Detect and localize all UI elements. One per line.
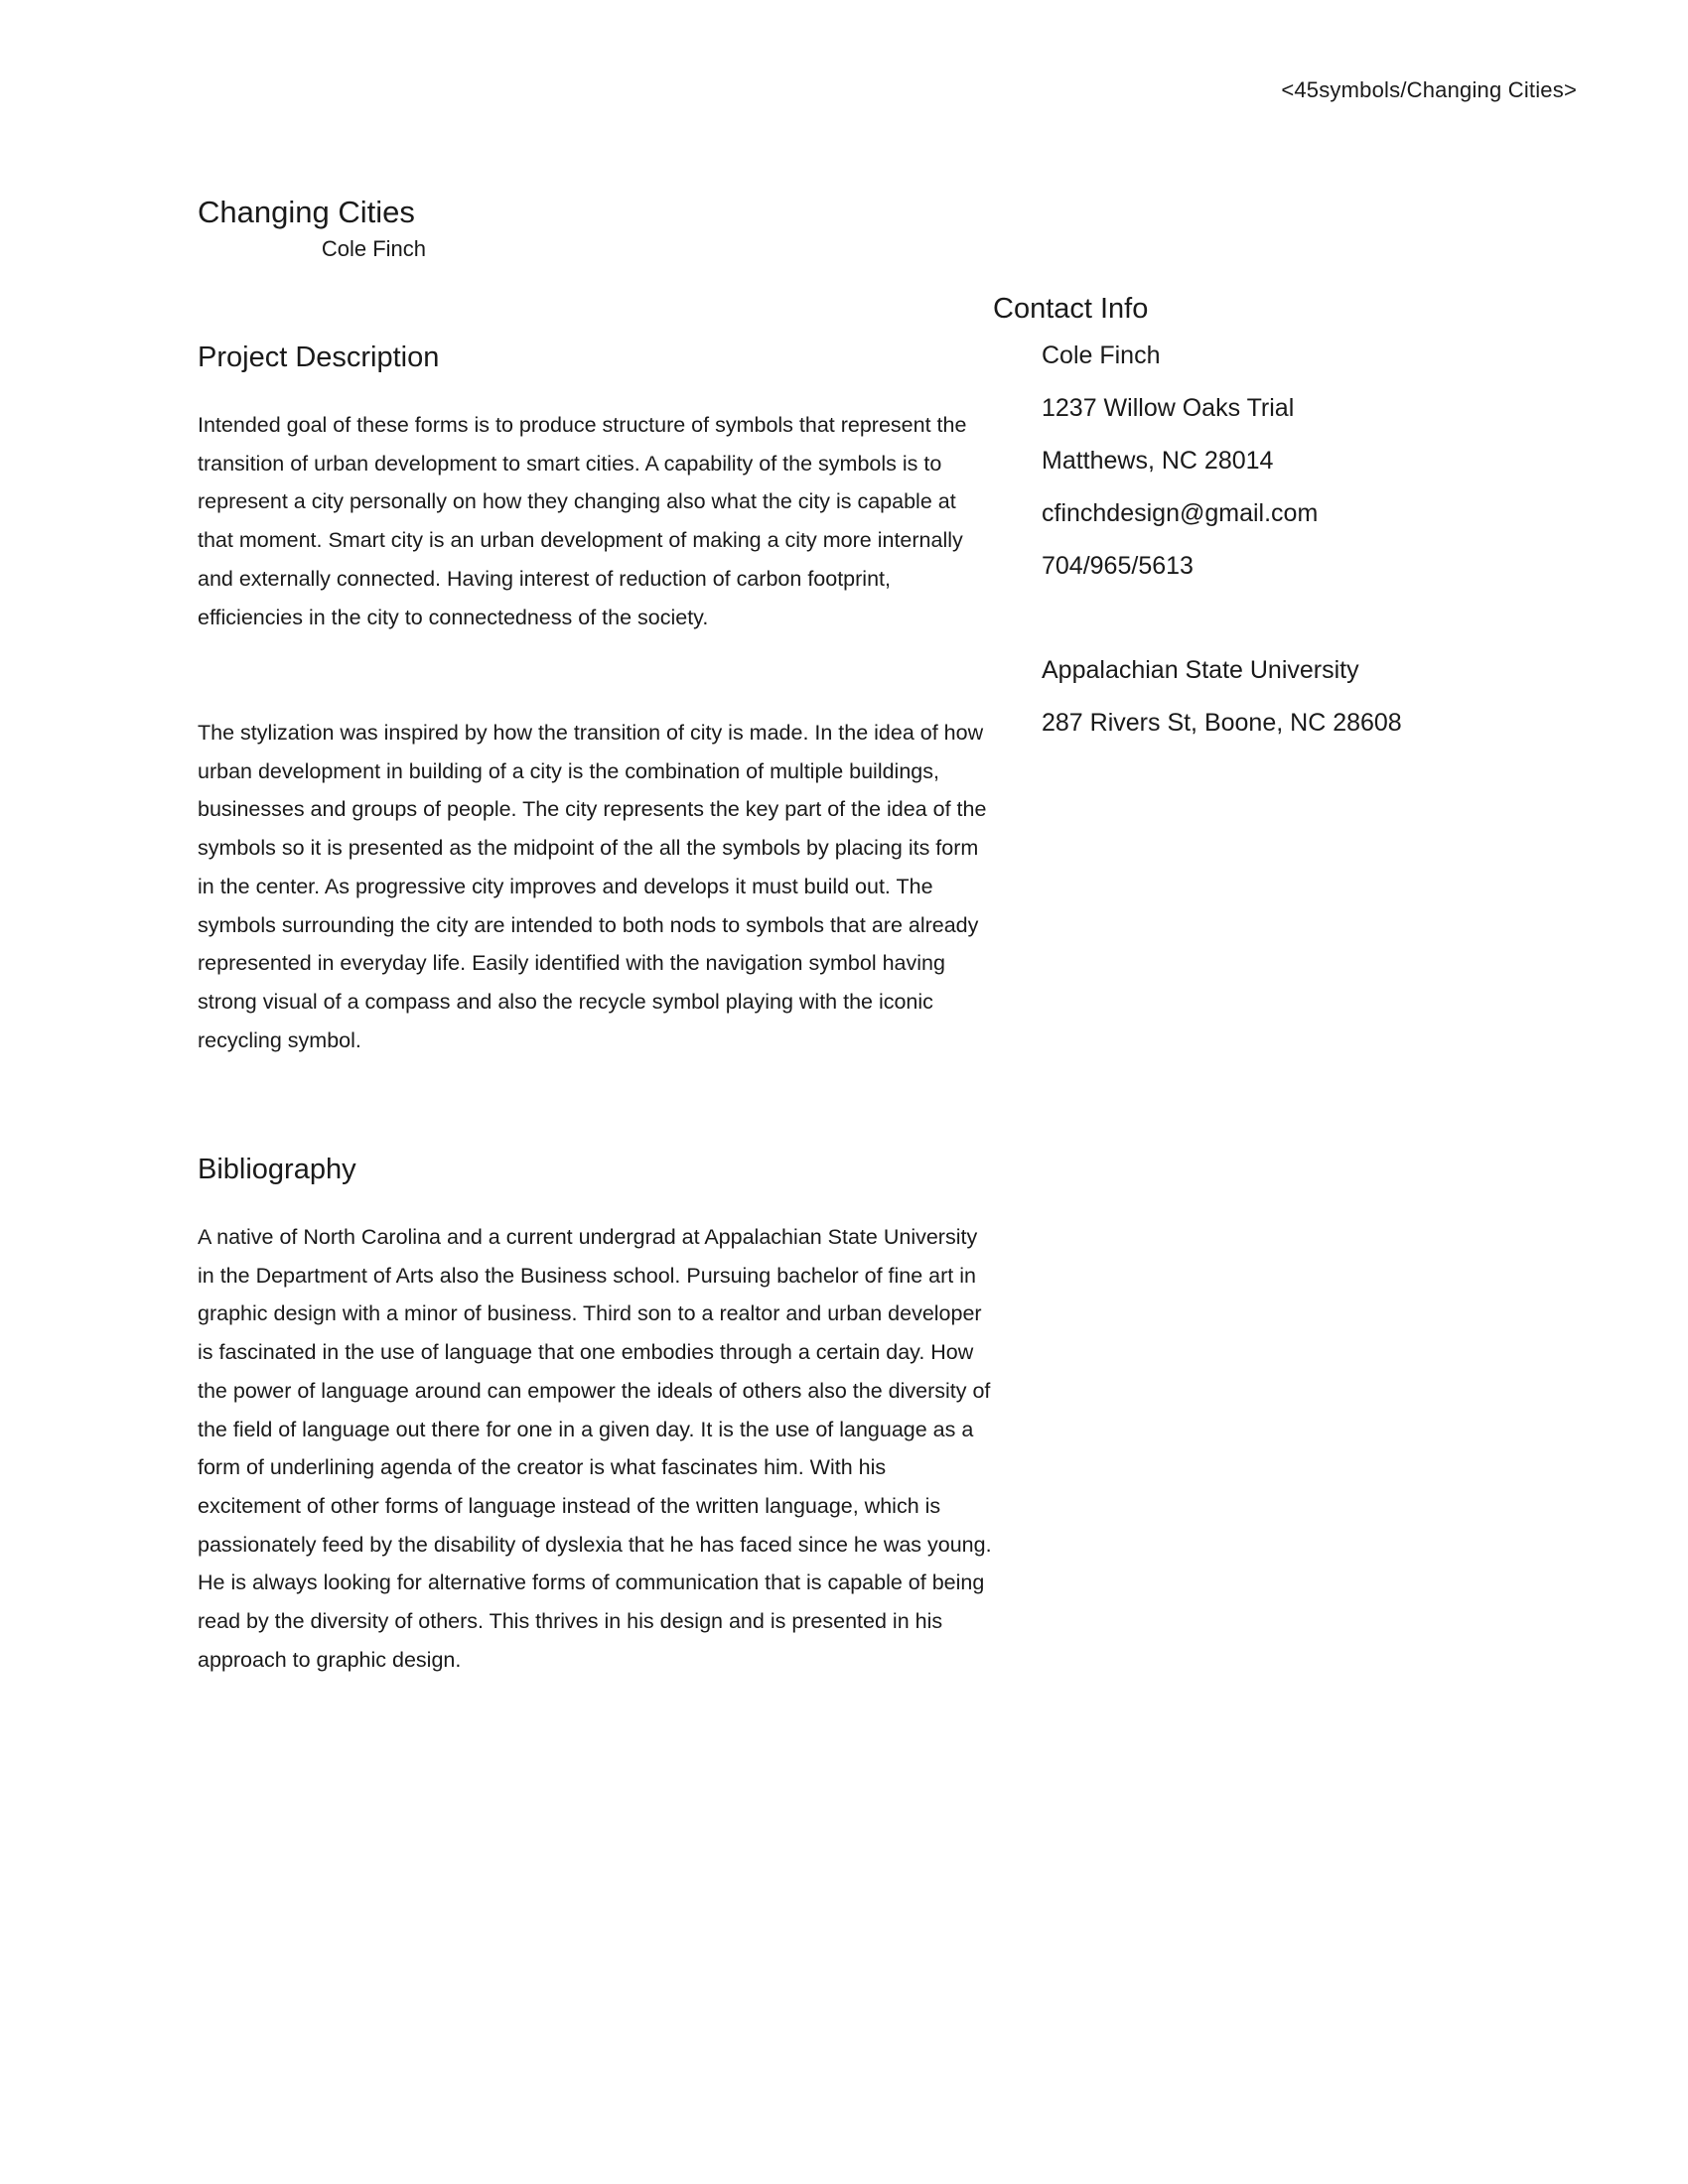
contact-name: Cole Finch — [1042, 341, 1161, 369]
contact-email[interactable]: cfinchdesign@gmail.com — [1042, 499, 1319, 527]
contact-school: Appalachian State University — [1042, 656, 1359, 684]
bibliography-heading: Bibliography — [198, 1154, 356, 1185]
project-description-paragraph-1: Intended goal of these forms is to produce structure of symbols that represent the transition of urban development to smart cities. A capability of the symbols is to represent a city personally on how they changing also what the city is capable at that moment. Smart city is an urban development of making a city more internally and externally connected. Having interest of reduction of carbon footprint, efficiencies in the city to connectedness of the society. — [198, 413, 967, 629]
contact-street: 1237 Willow Oaks Trial — [1042, 394, 1295, 422]
project-description-paragraph-2: The stylization was inspired by how the transition of city is made. In the idea of how urban development in building of a city is the combination of multiple buildings, businesses and groups of people. The city represents the key part of the idea of the symbols so it is presented as the midpoint of the all the symbols by placing its form in the center. As progressive city improves and develops it must build out. The symbols surrounding the city are intended to both nods to symbols that are already represented in everyday life. Easily identified with the navigation symbol having strong visual of a compass and also the recycle symbol playing with the iconic recycling symbol. — [198, 721, 987, 1052]
contact-info-heading: Contact Info — [993, 293, 1149, 325]
title-block — [198, 194, 426, 264]
contact-school-address: 287 Rivers St, Boone, NC 28608 — [1042, 709, 1402, 737]
contact-phone[interactable]: 704/965/5613 — [1042, 552, 1194, 580]
bibliography-paragraph: A native of North Carolina and a current undergrad at Appalachian State University in the Department of Arts also the Business school. Pursuing bachelor of fine art in graphic design with a minor of business. Third son to a realtor and urban developer is fascinated in the use of language that one embodies through a certain day. How the power of language around can empower the ideals of others also the diversity of the field of language out there for one in a given day. It is the use of language as a form of underlining agenda of the creator is what fascinates him. With his excitement of other forms of language instead of the written language, which is passionately feed by the disability of dyslexia that he has faced since he was young. He is always looking for alternative forms of communication that is capable of being read by the diversity of others. This thrives in his design and is presented in his approach to graphic design. — [198, 1225, 992, 1672]
document-author: Cole Finch — [321, 236, 426, 261]
project-description-heading: Project Description — [198, 341, 440, 373]
document-title: Changing Cities — [198, 195, 415, 229]
contact-info-list — [1042, 338, 1402, 757]
contact-city: Matthews, NC 28014 — [1042, 447, 1274, 475]
document-path-header: <45symbols/Changing Cities> — [1281, 77, 1577, 102]
